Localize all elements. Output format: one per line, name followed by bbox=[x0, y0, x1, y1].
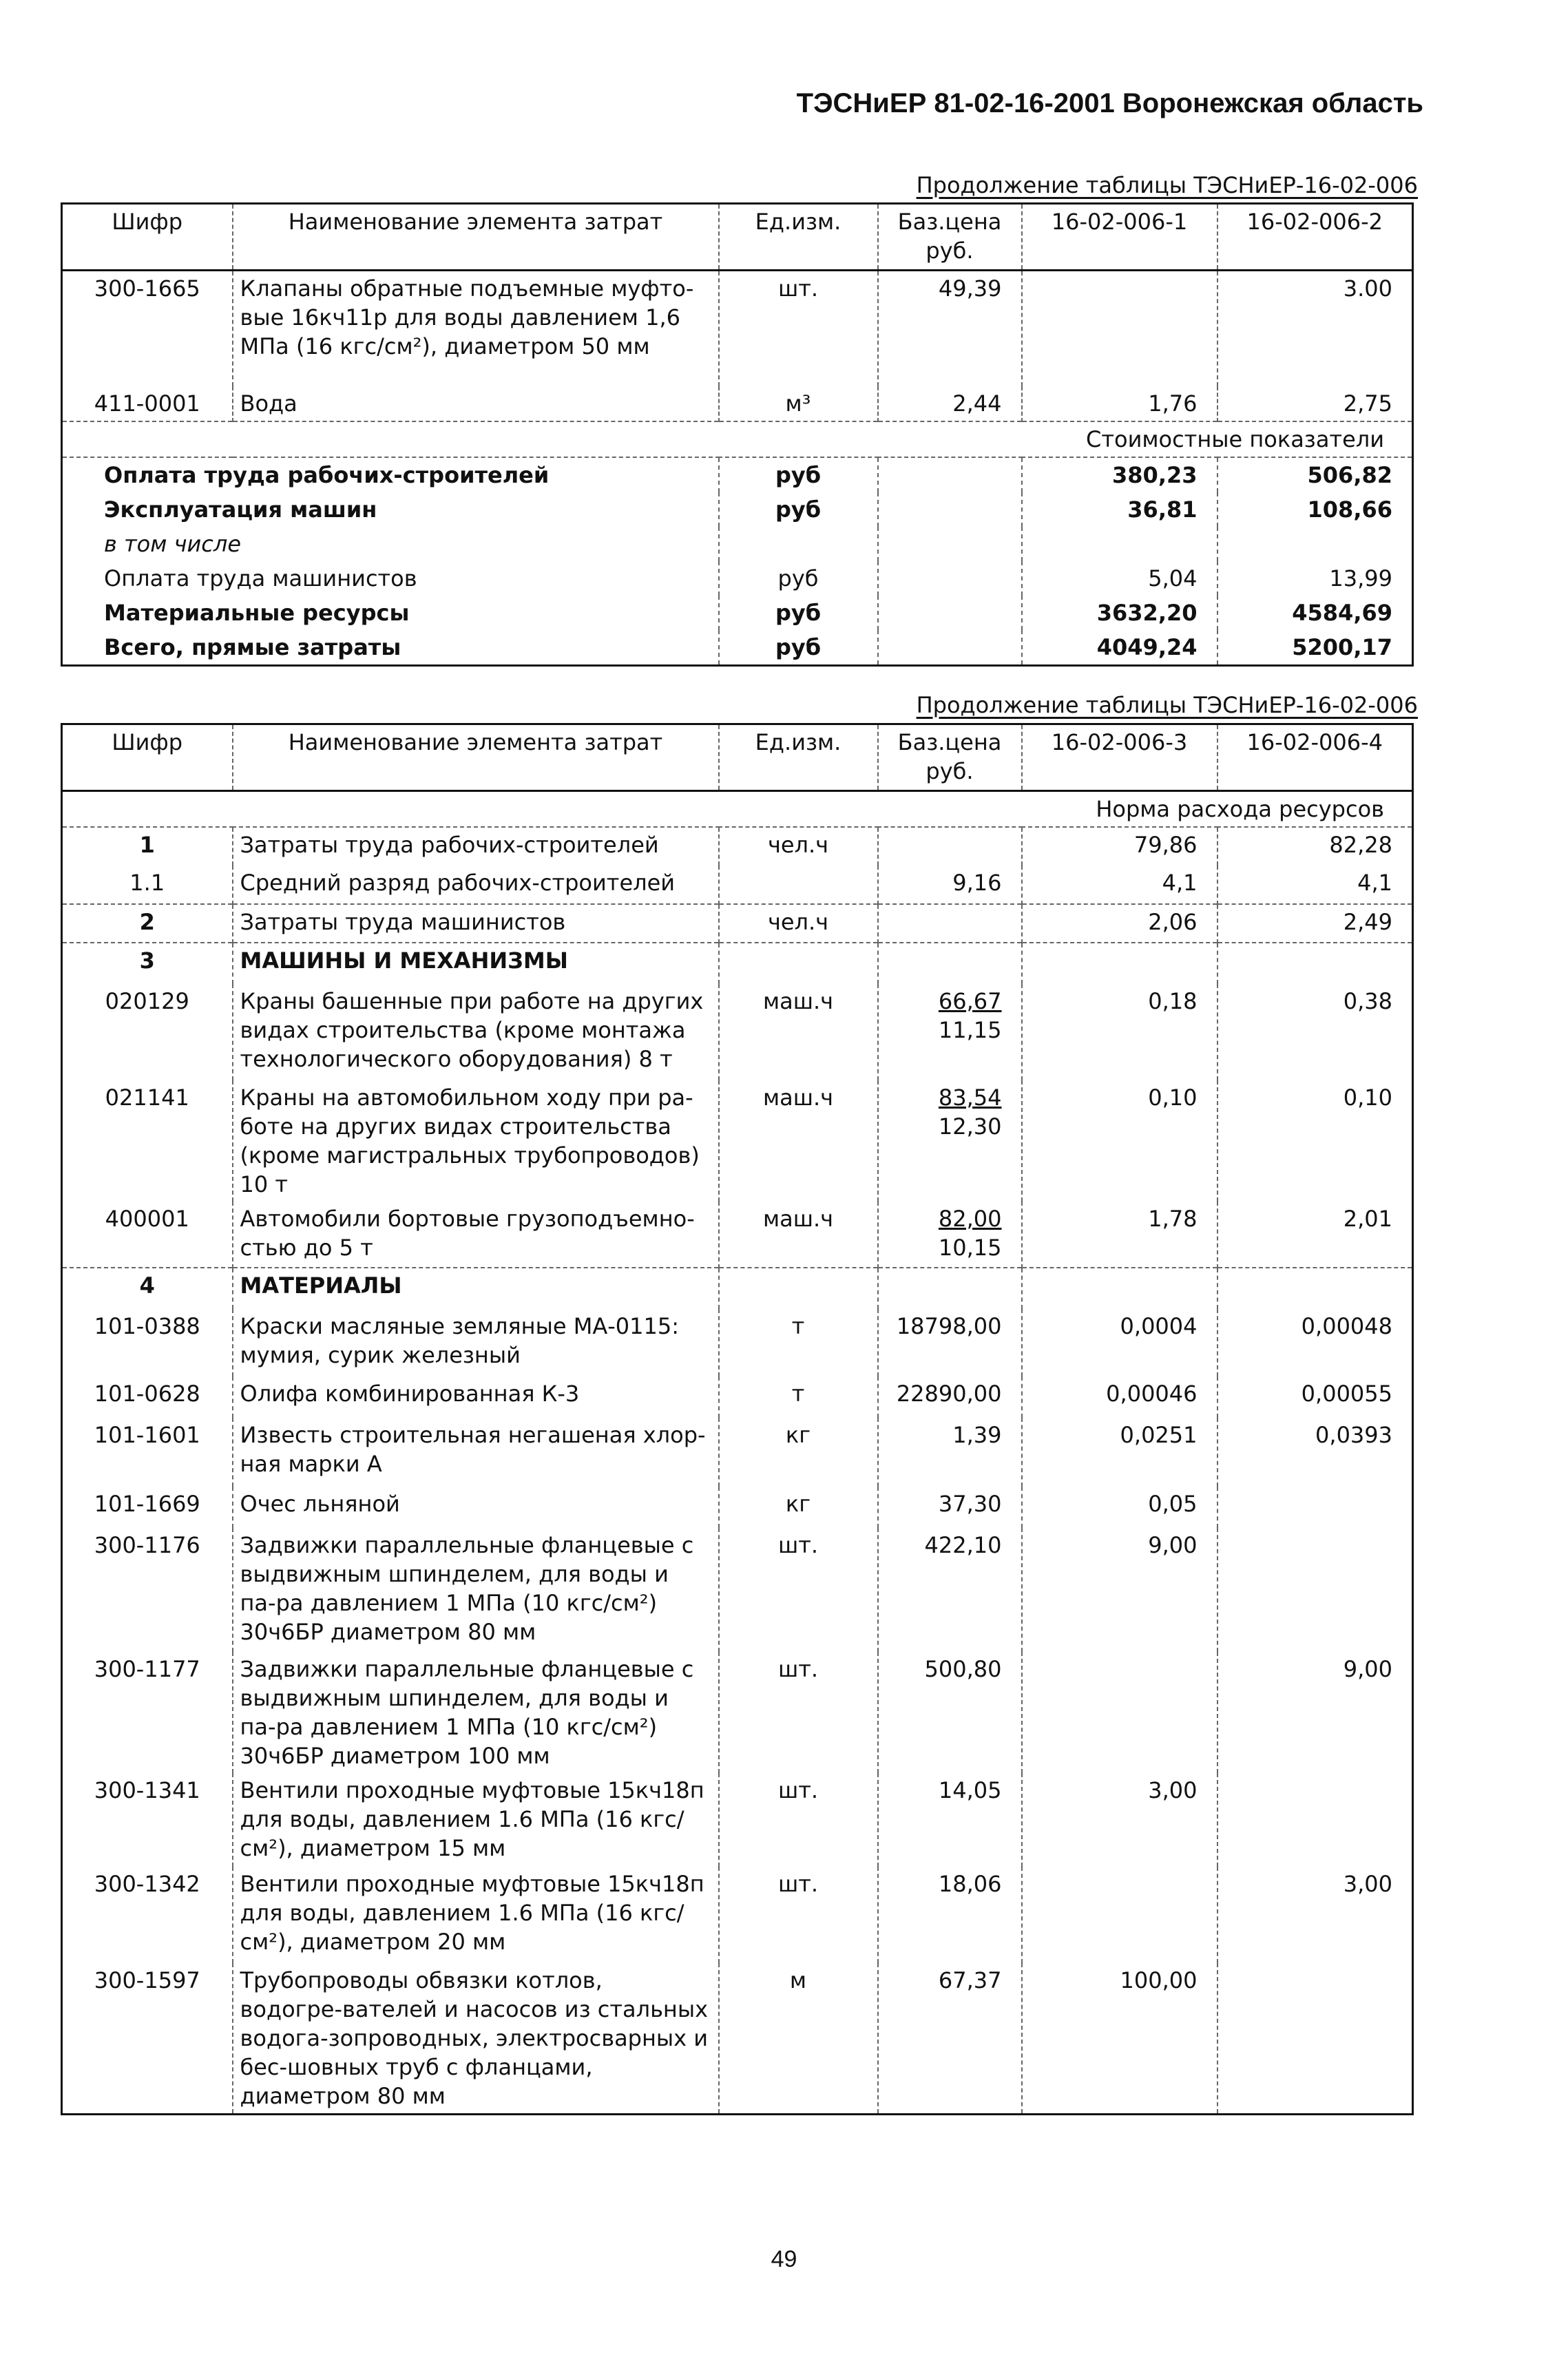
row-value-1: 0,18 bbox=[1022, 984, 1217, 1080]
table-row bbox=[62, 1652, 1413, 1773]
col-header-unit: Ед.изм. bbox=[719, 724, 878, 791]
row-name: Затраты труда рабочих-строителей bbox=[233, 827, 719, 866]
row-code: 020129 bbox=[105, 988, 189, 1014]
row-name: Клапаны обратные подъемные муфто-вые 16кч11р для воды давлением 1,6 МПа (16 кгс/см²), диаметром 50 мм bbox=[233, 271, 719, 386]
table-row bbox=[62, 1867, 1413, 1963]
col-header-name: Наименование элемента затрат bbox=[233, 724, 719, 791]
cost-value-2: 506,82 bbox=[1217, 457, 1413, 492]
row-name: Вентили проходные муфтовые 15кч18п для воды, давлением 1.6 МПа (16 кгс/см²), диаметром 15 мм bbox=[233, 1773, 719, 1867]
row-unit: шт. bbox=[719, 1773, 878, 1867]
row-unit: м bbox=[719, 1963, 878, 2115]
cost-unit: руб bbox=[719, 561, 878, 596]
row-code: 300-1665 bbox=[94, 275, 200, 302]
row-unit: шт. bbox=[719, 271, 878, 386]
table-row bbox=[62, 1202, 1413, 1268]
col-header-price: Баз.цена руб. bbox=[878, 204, 1022, 271]
row-value-1 bbox=[1022, 1652, 1217, 1773]
row-value-1: 1,78 bbox=[1022, 1202, 1217, 1268]
cost-unit: руб bbox=[719, 457, 878, 492]
row-price bbox=[878, 827, 1022, 866]
row-unit bbox=[719, 866, 878, 904]
row-name: Автомобили бортовые грузоподъемно-стью до 5 т bbox=[233, 1202, 719, 1268]
row-name: Краски масляные земляные МА-0115: мумия, сурик железный bbox=[233, 1309, 719, 1376]
table2 bbox=[61, 723, 1414, 2115]
row-price: 2,44 bbox=[878, 386, 1022, 421]
row-unit: шт. bbox=[719, 1652, 878, 1773]
row-value-2: 0,00055 bbox=[1217, 1376, 1413, 1418]
cost-name: Оплата труда рабочих-строителей bbox=[104, 461, 550, 488]
row-name: Трубопроводы обвязки котлов, водогре-вателей и насосов из стальных водога-зопроводных, электросварных и бес-шовных труб с фланцами, диаметром 80 мм bbox=[233, 1963, 719, 2115]
page-header-title: ТЭСНиЕР 81-02-16-2001 Воронежская область bbox=[796, 88, 1423, 118]
row-price-main: 82,00 bbox=[938, 1206, 1002, 1232]
row-name: Известь строительная негашеная хлор-ная марки А bbox=[233, 1418, 719, 1487]
row-code: 300-1342 bbox=[94, 1871, 200, 1897]
col-header-norm-1: 16-02-006-1 bbox=[1022, 204, 1217, 271]
row-code: 1 bbox=[139, 832, 155, 858]
row-value-1: 2,06 bbox=[1022, 904, 1217, 943]
row-name: Задвижки параллельные фланцевые с выдвижным шпинделем, для воды и па-ра давлением 1 МПа (10 кгс/см²) 30ч6БР диаметром 100 мм bbox=[233, 1652, 719, 1773]
row-code: 101-0388 bbox=[94, 1313, 200, 1339]
cost-name: в том числе bbox=[104, 530, 241, 557]
row-value-1 bbox=[1022, 1867, 1217, 1963]
row-value-2: 2,49 bbox=[1217, 904, 1413, 943]
row-value-1: 0,0004 bbox=[1022, 1309, 1217, 1376]
row-price bbox=[878, 1202, 1022, 1268]
row-price: 14,05 bbox=[878, 1773, 1022, 1867]
row-price: 1,39 bbox=[878, 1418, 1022, 1487]
row-name: Краны на автомобильном ходу при ра-боте на других видах строительства (кроме магистральных трубопроводов) 10 т bbox=[233, 1080, 719, 1202]
table1 bbox=[61, 202, 1414, 667]
section-label: Норма расхода ресурсов bbox=[62, 791, 1413, 828]
row-unit: шт. bbox=[719, 1528, 878, 1652]
table2-header-row bbox=[62, 724, 1413, 791]
cost-value-1: 380,23 bbox=[1022, 457, 1217, 492]
col-header-name: Наименование элемента затрат bbox=[233, 204, 719, 271]
cost-value-2: 13,99 bbox=[1217, 561, 1413, 596]
row-unit: маш.ч bbox=[719, 1202, 878, 1268]
row-unit: м³ bbox=[719, 386, 878, 421]
cost-value-2: 4584,69 bbox=[1217, 596, 1413, 630]
table-row bbox=[62, 866, 1413, 904]
row-value-2: 0,38 bbox=[1217, 984, 1413, 1080]
row-value-2: 0,00048 bbox=[1217, 1309, 1413, 1376]
table1-header-row bbox=[62, 204, 1413, 271]
section-code: 3 bbox=[62, 943, 233, 984]
row-unit: т bbox=[719, 1309, 878, 1376]
row-code: 300-1177 bbox=[94, 1656, 200, 1682]
col-header-code: Шифр bbox=[62, 724, 233, 791]
row-code: 101-1669 bbox=[94, 1491, 200, 1517]
row-value-2: 82,28 bbox=[1217, 827, 1413, 866]
cost-value-1: 4049,24 bbox=[1022, 630, 1217, 666]
cost-value-2: 108,66 bbox=[1217, 492, 1413, 527]
section-label: Стоимостные показатели bbox=[62, 421, 1413, 457]
col-header-norm-2: 16-02-006-2 bbox=[1217, 204, 1413, 271]
table-row bbox=[62, 271, 1413, 386]
row-value-1: 100,00 bbox=[1022, 1963, 1217, 2115]
table-row bbox=[62, 1487, 1413, 1528]
row-price: 67,37 bbox=[878, 1963, 1022, 2115]
row-price-secondary: 10,15 bbox=[938, 1235, 1002, 1261]
row-value-2 bbox=[1217, 1963, 1413, 2115]
row-price: 422,10 bbox=[878, 1528, 1022, 1652]
cost-value-2: 5200,17 bbox=[1217, 630, 1413, 666]
cost-row bbox=[62, 492, 1413, 527]
row-unit: маш.ч bbox=[719, 1080, 878, 1202]
page-number: 49 bbox=[771, 2246, 797, 2272]
section-label-row bbox=[62, 791, 1413, 828]
row-price: 18798,00 bbox=[878, 1309, 1022, 1376]
row-code: 1.1 bbox=[129, 870, 165, 896]
cost-name: Материальные ресурсы bbox=[104, 599, 410, 626]
row-price-secondary: 11,15 bbox=[938, 1017, 1002, 1043]
section-header-row bbox=[62, 1268, 1413, 1309]
row-unit: чел.ч bbox=[719, 904, 878, 943]
row-value-1: 4,1 bbox=[1022, 866, 1217, 904]
row-code: 101-1601 bbox=[94, 1422, 200, 1448]
row-value-1: 1,76 bbox=[1022, 386, 1217, 421]
cost-name: Оплата труда машинистов bbox=[104, 565, 417, 591]
cost-row bbox=[62, 561, 1413, 596]
row-value-1: 0,0251 bbox=[1022, 1418, 1217, 1487]
row-value-2: 0,10 bbox=[1217, 1080, 1413, 1202]
row-price: 22890,00 bbox=[878, 1376, 1022, 1418]
row-value-1: 3,00 bbox=[1022, 1773, 1217, 1867]
table-row bbox=[62, 1376, 1413, 1418]
row-name: Олифа комбинированная К-3 bbox=[233, 1376, 719, 1418]
row-name: Краны башенные при работе на других видах строительства (кроме монтажа технологического оборудования) 8 т bbox=[233, 984, 719, 1080]
row-code: 400001 bbox=[105, 1206, 189, 1232]
table-row bbox=[62, 1080, 1413, 1202]
cost-unit: руб bbox=[719, 596, 878, 630]
row-value-2 bbox=[1217, 1773, 1413, 1867]
row-value-2: 3.00 bbox=[1217, 271, 1413, 386]
row-value-2: 4,1 bbox=[1217, 866, 1413, 904]
row-code: 300-1176 bbox=[94, 1532, 200, 1558]
row-value-2 bbox=[1217, 1487, 1413, 1528]
table-row bbox=[62, 386, 1413, 421]
row-price bbox=[878, 904, 1022, 943]
table-row bbox=[62, 1418, 1413, 1487]
section-label-row bbox=[62, 421, 1413, 457]
table-row bbox=[62, 1309, 1413, 1376]
row-value-2: 0,0393 bbox=[1217, 1418, 1413, 1487]
row-value-1: 0,10 bbox=[1022, 1080, 1217, 1202]
row-unit: шт. bbox=[719, 1867, 878, 1963]
row-unit: т bbox=[719, 1376, 878, 1418]
row-price-main: 66,67 bbox=[938, 988, 1002, 1014]
table-row bbox=[62, 904, 1413, 943]
row-price-secondary: 12,30 bbox=[938, 1113, 1002, 1140]
table1-caption: Продолжение таблицы ТЭСНиЕР-16-02-006 bbox=[916, 172, 1418, 198]
row-code: 021141 bbox=[105, 1085, 189, 1111]
cost-value-1: 3632,20 bbox=[1022, 596, 1217, 630]
col-header-norm-3: 16-02-006-3 bbox=[1022, 724, 1217, 791]
row-price: 49,39 bbox=[878, 271, 1022, 386]
cost-value-1: 36,81 bbox=[1022, 492, 1217, 527]
cost-unit: руб bbox=[719, 630, 878, 666]
row-name: Средний разряд рабочих-строителей bbox=[233, 866, 719, 904]
table-row bbox=[62, 984, 1413, 1080]
row-name: Вентили проходные муфтовые 15кч18п для воды, давлением 1.6 МПа (16 кгс/см²), диаметром 20 мм bbox=[233, 1867, 719, 1963]
row-price bbox=[878, 984, 1022, 1080]
cost-unit: руб bbox=[719, 492, 878, 527]
row-value-1: 79,86 bbox=[1022, 827, 1217, 866]
row-name: Очес льняной bbox=[233, 1487, 719, 1528]
section-title: МАТЕРИАЛЫ bbox=[233, 1268, 719, 1309]
row-price bbox=[878, 1080, 1022, 1202]
row-value-2: 2,01 bbox=[1217, 1202, 1413, 1268]
row-name: Вода bbox=[233, 386, 719, 421]
cost-name: Эксплуатация машин bbox=[104, 496, 377, 523]
row-code: 300-1341 bbox=[94, 1777, 200, 1803]
row-name: Затраты труда машинистов bbox=[233, 904, 719, 943]
cost-row bbox=[62, 630, 1413, 666]
table-row bbox=[62, 1963, 1413, 2115]
row-value-1 bbox=[1022, 271, 1217, 386]
row-unit: кг bbox=[719, 1487, 878, 1528]
cost-value-1: 5,04 bbox=[1022, 561, 1217, 596]
table-row bbox=[62, 1528, 1413, 1652]
table-row bbox=[62, 827, 1413, 866]
row-value-1: 9,00 bbox=[1022, 1528, 1217, 1652]
row-value-1: 0,05 bbox=[1022, 1487, 1217, 1528]
table2-caption: Продолжение таблицы ТЭСНиЕР-16-02-006 bbox=[916, 692, 1418, 718]
table-row bbox=[62, 1773, 1413, 1867]
row-code: 2 bbox=[62, 904, 233, 943]
col-header-price: Баз.цена руб. bbox=[878, 724, 1022, 791]
row-price: 500,80 bbox=[878, 1652, 1022, 1773]
row-value-2 bbox=[1217, 1528, 1413, 1652]
row-unit: кг bbox=[719, 1418, 878, 1487]
row-price: 18,06 bbox=[878, 1867, 1022, 1963]
row-code: 101-0628 bbox=[94, 1381, 200, 1407]
cost-row bbox=[62, 527, 1413, 561]
row-value-2: 2,75 bbox=[1217, 386, 1413, 421]
col-header-code: Шифр bbox=[62, 204, 233, 271]
cost-name: Всего, прямые затраты bbox=[104, 633, 401, 660]
row-price: 9,16 bbox=[878, 866, 1022, 904]
col-header-unit: Ед.изм. bbox=[719, 204, 878, 271]
row-price-main: 83,54 bbox=[938, 1085, 1002, 1111]
cost-row bbox=[62, 457, 1413, 492]
row-unit: чел.ч bbox=[719, 827, 878, 866]
col-header-norm-4: 16-02-006-4 bbox=[1217, 724, 1413, 791]
row-value-2: 9,00 bbox=[1217, 1652, 1413, 1773]
row-price: 37,30 bbox=[878, 1487, 1022, 1528]
section-header-row bbox=[62, 943, 1413, 984]
row-value-2: 3,00 bbox=[1217, 1867, 1413, 1963]
section-code: 4 bbox=[62, 1268, 233, 1309]
cost-row bbox=[62, 596, 1413, 630]
row-value-1: 0,00046 bbox=[1022, 1376, 1217, 1418]
row-unit: маш.ч bbox=[719, 984, 878, 1080]
row-code: 411-0001 bbox=[94, 390, 200, 417]
section-title: МАШИНЫ И МЕХАНИЗМЫ bbox=[233, 943, 719, 984]
row-code: 300-1597 bbox=[94, 1967, 200, 1993]
row-name: Задвижки параллельные фланцевые с выдвижным шпинделем, для воды и па-ра давлением 1 МПа (10 кгс/см²) 30ч6БР диаметром 80 мм bbox=[233, 1528, 719, 1652]
